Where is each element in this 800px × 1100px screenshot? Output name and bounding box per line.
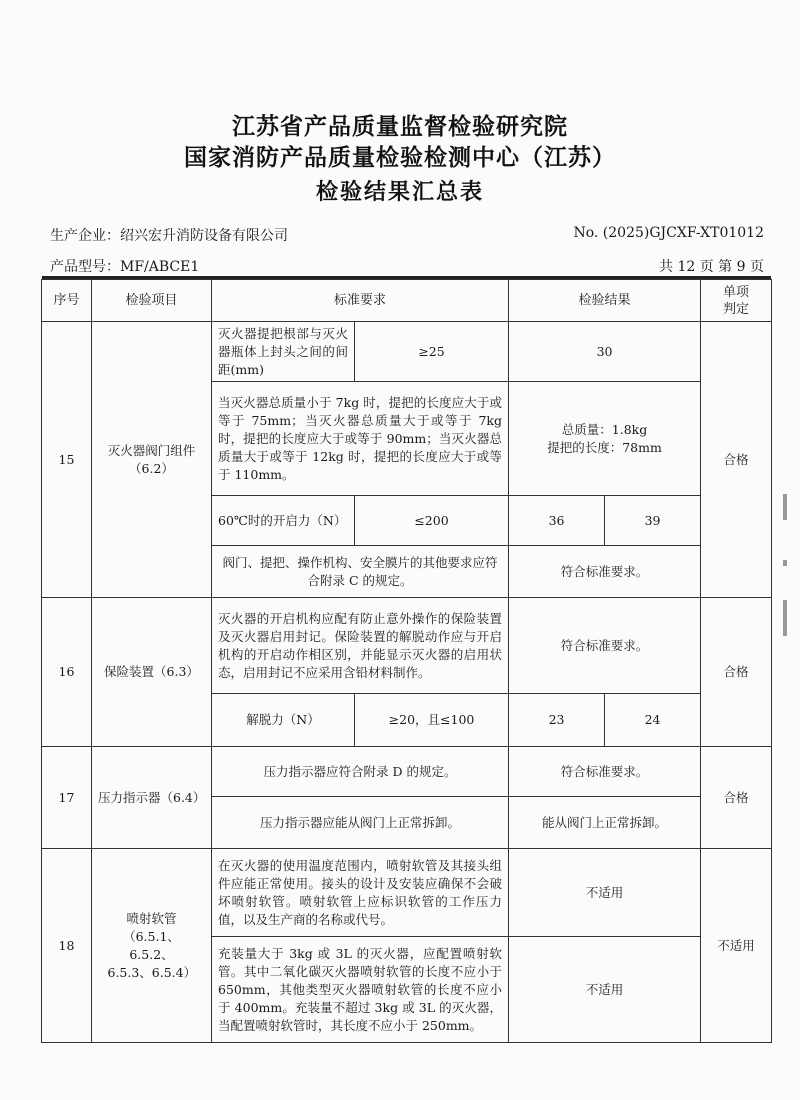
document-title: 检验结果汇总表	[315, 180, 484, 205]
row16-b-req: ≥20，且≤100	[355, 694, 509, 747]
row15-seq: 15	[42, 322, 92, 598]
header-verdict	[701, 280, 772, 322]
row17-a-req: 压力指示器应符合附录 D 的规定。	[212, 747, 509, 797]
row18-a-req: 在灭火器的使用温度范围内，喷射软管及其接头组件应能正常使用。接头的设计及安装应确保不会破坏喷射软管。喷射软管上应标识软管的工作压力值，以及生产商的名称或代号。	[212, 849, 509, 937]
row15-b-result-mass: 总质量：1.8kg	[561, 421, 648, 437]
page-count: 共 12 页 第 9 页	[659, 259, 764, 275]
manufacturer	[50, 225, 288, 245]
row15-c-label: 60℃时的开启力（N）	[212, 496, 355, 546]
row16-b-result-1: 23	[509, 694, 605, 747]
row15-c-req: ≤200	[355, 496, 509, 546]
manufacturer-value: 绍兴宏升消防设备有限公司	[120, 228, 288, 244]
table-row	[42, 322, 772, 382]
row16-verdict: 合格	[701, 598, 772, 747]
report-header	[0, 112, 800, 210]
row15-a-label: 灭火器提把根部与灭火器瓶体上封头之间的间距(mm)	[212, 322, 355, 382]
seam-stamp-mark	[783, 600, 787, 636]
institute-name: 江苏省产品质量监督检验研究院	[232, 114, 568, 140]
header-verdict-text: 单项判定	[723, 284, 750, 317]
model-value: MF/ABCE1	[120, 259, 200, 275]
product-model	[50, 256, 199, 276]
table-header-row	[42, 280, 772, 322]
table-row	[42, 598, 772, 694]
row15-b-req: 当灭火器总质量小于 7kg 时，提把的长度应大于或等于 75mm；当灭火器总质量大于或等于 7kg 时，提把的长度应大于或等于 90mm；当灭火器总质量大于或等于 12kg 时，提把的长度应大于或等于 110mm。	[212, 382, 509, 496]
row16-b-result-2: 24	[605, 694, 701, 747]
table-row	[42, 747, 772, 797]
row15-a-result: 30	[509, 322, 701, 382]
model-label: 产品型号：	[50, 259, 120, 275]
row16-item: 保险装置（6.3）	[92, 598, 212, 747]
row15-verdict: 合格	[701, 322, 772, 598]
row16-a-req: 灭火器的开启机构应配有防止意外操作的保险装置及灭火器启用封记。保险装置的解脱动作应与开启机构的开启动作相区别，并能显示灭火器的启用状态，启用封记不应采用含铅材料制作。	[212, 598, 509, 694]
row18-item-text: 喷射软管（6.5.1、6.5.2、6.5.3、6.5.4）	[107, 910, 197, 980]
row18-a-result: 不适用	[509, 849, 701, 937]
center-name: 国家消防产品质量检验检测中心（江苏）	[184, 145, 616, 171]
row16-seq: 16	[42, 598, 92, 747]
header-standard: 标准要求	[212, 280, 509, 322]
row15-a-req: ≥25	[355, 322, 509, 382]
row15-b-result-length: 提把的长度：78mm	[547, 439, 662, 455]
row15-c-result-1: 36	[509, 496, 605, 546]
row15-item-name: 灭火器阀门组件	[107, 442, 196, 458]
row18-item	[92, 849, 212, 1043]
row17-seq: 17	[42, 747, 92, 849]
table-row	[42, 849, 772, 937]
row17-b-req: 压力指示器应能从阀门上正常拆卸。	[212, 797, 509, 849]
row17-item: 压力指示器（6.4）	[92, 747, 212, 849]
report-number: No. (2025)GJCXF-XT01012	[573, 225, 764, 241]
row15-item	[92, 322, 212, 598]
row15-d-result: 符合标准要求。	[509, 546, 701, 598]
header-seq: 序号	[42, 280, 92, 322]
row18-b-result: 不适用	[509, 937, 701, 1043]
seam-stamp-mark	[783, 560, 787, 566]
row18-b-req: 充装量大于 3kg 或 3L 的灭火器，应配置喷射软管。其中二氧化碳灭火器喷射软管的长度不应小于 650mm，其他类型灭火器喷射软管的长度不应小于 400mm。充装量不超过 3kg 或 3L 的灭火器，当配置喷射软管时，其长度不应小于 250mm。	[212, 937, 509, 1043]
row15-c-result-2: 39	[605, 496, 701, 546]
row18-seq: 18	[42, 849, 92, 1043]
row15-item-ref: （6.2）	[129, 460, 174, 476]
results-table	[41, 279, 772, 1043]
row16-b-label: 解脱力（N）	[212, 694, 355, 747]
row16-a-result: 符合标准要求。	[509, 598, 701, 694]
row17-verdict: 合格	[701, 747, 772, 849]
row15-d-req: 阀门、提把、操作机构、安全膜片的其他要求应符合附录 C 的规定。	[212, 546, 509, 598]
header-item: 检验项目	[92, 280, 212, 322]
row18-verdict: 不适用	[701, 849, 772, 1043]
seam-stamp-mark	[783, 494, 787, 520]
row17-a-result: 符合标准要求。	[509, 747, 701, 797]
manufacturer-label: 生产企业：	[50, 228, 120, 244]
row15-b-result	[509, 382, 701, 496]
header-result: 检验结果	[509, 280, 701, 322]
row17-b-result: 能从阀门上正常拆卸。	[509, 797, 701, 849]
